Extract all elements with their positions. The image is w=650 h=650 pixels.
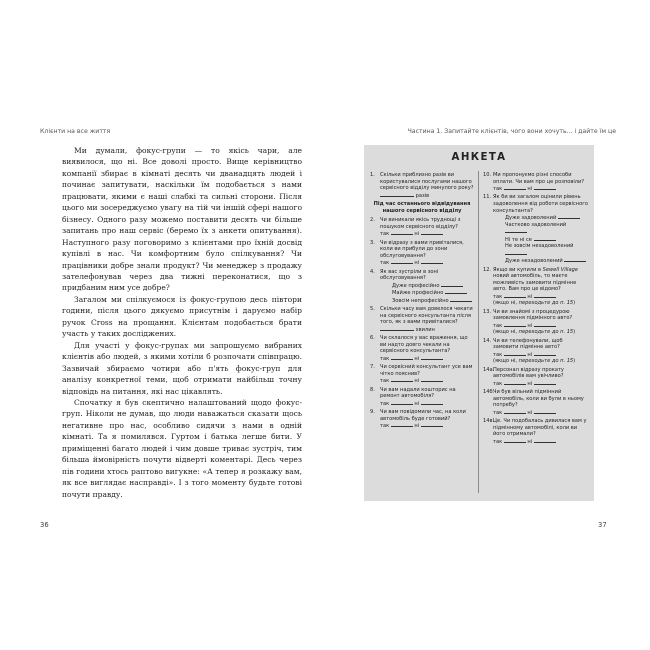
yes-no-line — [493, 438, 589, 446]
answer-blank — [441, 282, 463, 287]
skip-text: ) — [573, 329, 576, 336]
column-divider — [478, 171, 479, 493]
question-number: 4. — [370, 268, 375, 275]
answer-option — [493, 214, 589, 222]
answer-blank — [534, 293, 556, 298]
question-number: 14. — [483, 337, 492, 344]
answer-option — [380, 297, 474, 305]
no-label: ні — [414, 260, 420, 267]
answer-blank — [534, 322, 556, 327]
survey-title: АНКЕТА — [451, 152, 507, 163]
question-text: Чи вам повідомили час, на коли автомобіль буде готовий? — [380, 409, 466, 422]
answer-blank — [421, 422, 443, 427]
question-text: Чи виникали якісь труднощі з пошуком сервісного відділу? — [380, 217, 461, 230]
answer-blank — [504, 409, 526, 414]
question-number: 11. — [483, 194, 492, 201]
answer-blank — [504, 351, 526, 356]
answer-blank — [445, 289, 467, 294]
survey-question — [370, 409, 474, 430]
answer-blank — [391, 259, 413, 264]
no-label: ні — [414, 355, 420, 362]
answer-blank — [558, 214, 580, 219]
question-number: 12. — [483, 266, 492, 273]
skip-instruction — [493, 358, 589, 365]
no-label: ні — [527, 351, 533, 358]
answer-blank — [391, 422, 413, 427]
question-number: 8. — [370, 386, 375, 393]
answer-blank — [421, 377, 443, 382]
answer-blank — [504, 293, 526, 298]
question-text: Ми пропонуємо різні способи оплати. Чи вам про це розповіли? — [493, 172, 585, 185]
paragraph: Спочатку я був скептично налаштований щодо фокус-груп. Ніколи не думав, що люди наважаться сказати щось негативне про нас, особливо сидячи з нами в одній кімнаті. Та я помилявся. Гуртом і батька легше бити. У приміщенні багато людей і чим довше триває зустріч, тим більша ймовірність почути відверті коментарі. Десь через пів години хтось раптово вигукне: «А тепер я розкажу вам, як все виглядає насправді». І з того моменту будьте готові почути правду. — [62, 397, 302, 499]
answer-blank — [391, 377, 413, 382]
answer-blank — [505, 250, 527, 255]
survey-question — [370, 217, 474, 238]
option-label: Не зовсім незадоволений — [505, 243, 574, 250]
no-label: ні — [527, 293, 533, 300]
survey-question — [483, 389, 589, 416]
yes-no-line — [380, 400, 474, 408]
survey-question — [483, 309, 589, 336]
skip-text: (якщо ні, — [493, 300, 519, 307]
question-text: Чи ви телефонували, щоб замовити підмінне авто? — [493, 337, 563, 351]
skip-text: ) — [573, 358, 576, 365]
question-text: Скільки приблизно разів ви користувалися послугами нашого сервісного відділу минулого року? — [380, 172, 474, 192]
question-number: 13. — [483, 308, 492, 315]
option-label: Дуже професійно — [392, 282, 440, 289]
question-number: 3. — [370, 239, 375, 246]
yes-label: так — [380, 355, 390, 362]
no-label: ні — [527, 186, 533, 193]
question-text — [493, 267, 589, 293]
question-text: Скільки часу вам довелося чекати на сервісного консультанта після того, як з вами привіталися? — [380, 306, 473, 326]
answer-option — [493, 243, 589, 257]
survey-question — [370, 306, 474, 333]
answer-blank — [564, 257, 586, 262]
question-text: Як би ви загалом оцінили рівень задоволення від роботи сервісного консультанта? — [493, 194, 589, 214]
survey-question — [483, 367, 589, 388]
yes-label: так — [380, 423, 390, 430]
survey-question — [370, 269, 474, 305]
survey-question — [483, 418, 589, 445]
answer-line — [380, 192, 474, 200]
survey-question — [370, 364, 474, 385]
question-text-part: новий автомобіль, то маєте можливість замовити підмінне авто. Вам про це відомо? — [493, 273, 577, 293]
answer-blank — [504, 185, 526, 190]
survey-column-left — [370, 172, 474, 432]
survey-question — [483, 194, 589, 264]
answer-blank — [391, 230, 413, 235]
answer-blank — [391, 400, 413, 405]
yes-no-line — [380, 377, 474, 385]
yes-no-line — [380, 422, 474, 430]
yes-no-line — [493, 351, 589, 359]
answer-blank — [421, 230, 443, 235]
no-label: ні — [527, 409, 533, 416]
body-text — [62, 145, 302, 500]
answer-line — [380, 326, 474, 334]
paragraph: Ми думали, фокус-групи — то якісь чари, але виявилося, що ні. Все доволі просто. Вище керівництво компанії збирає в кімнаті десять чи дванадцять людей і починає запитувати, наскільки їм подобається з нами працювати, якими є наші слабкі та сильні сторони. Після цього ми зосереджуємо увагу на тій чи іншій сфері нашого бізнесу. Одного разу можемо поставити десять чи більше запитань про наш сервіс (беремо їх з анкети опитування). Наступного разу поговоримо з клієнтами про їхній досвід купівлі в нас. Чи комфортним було спілкування? Чи працівники добре знали продукт? Чи менеджер з продажу зателефонував через два тижні переконатися, що з придбаним ним усе добре? — [62, 146, 302, 293]
answer-blank — [380, 326, 414, 331]
option-label: Частково задоволений — [505, 221, 567, 228]
running-header-left: Клієнти на все життя — [40, 128, 111, 135]
survey-question — [483, 338, 589, 365]
no-label: ні — [414, 231, 420, 238]
yes-no-line — [493, 380, 589, 388]
answer-blank — [380, 192, 414, 197]
yes-no-line — [493, 409, 589, 417]
page-number-left: 36 — [40, 521, 49, 529]
yes-label: так — [493, 322, 503, 329]
skip-target: переходьте до п. 15 — [518, 300, 574, 307]
skip-text: (якщо ні, — [493, 358, 519, 365]
answer-blank — [534, 185, 556, 190]
skip-text: ) — [573, 300, 576, 307]
paragraph: Для участі у фокус-групах ми запрошуємо вибраних клієнтів або людей, з якими хотіли б розпочати співпрацю. Зазвичай збираємо чотири або п'ять фокус-груп для аналізу конкретної теми, щоб отримати найбільш точну відповідь на питання, які нас цікавлять. — [62, 340, 302, 396]
question-text: Чи склалося у вас враження, що ви надто довго чекали на сервісного консультанта? — [380, 335, 468, 355]
survey-column-right — [483, 172, 589, 447]
answer-blank — [391, 355, 413, 360]
answer-blank — [505, 228, 527, 233]
skip-instruction — [493, 329, 589, 336]
yes-no-line — [493, 322, 589, 330]
yes-label: так — [493, 380, 503, 387]
question-number: 14в. — [483, 418, 495, 425]
option-label: Ні те ні се — [505, 236, 532, 243]
answer-blank — [534, 409, 556, 414]
answer-blank — [534, 438, 556, 443]
answer-blank — [504, 380, 526, 385]
question-number: 6. — [370, 335, 375, 342]
yes-label: так — [493, 438, 503, 445]
option-label: Зовсім непрофесійно — [392, 297, 449, 304]
no-label: ні — [527, 438, 533, 445]
yes-label: так — [380, 231, 390, 238]
question-number: 10. — [483, 172, 492, 178]
question-number: 5. — [370, 306, 375, 313]
option-label: Дуже задоволений — [505, 215, 557, 222]
question-number: 1. — [370, 172, 375, 178]
yes-label: так — [493, 293, 503, 300]
answer-blank — [534, 380, 556, 385]
answer-unit: разів — [415, 192, 430, 199]
question-text: Чи ви знайомі з процедурою замовлення підмінного авто? — [493, 308, 573, 322]
answer-option — [493, 257, 589, 265]
question-text: Чи відразу з вами привіталися, коли ви прибули до зони обслуговування? — [380, 239, 464, 259]
question-number: 2. — [370, 217, 375, 224]
question-number: 9. — [370, 409, 375, 416]
answer-blank — [421, 259, 443, 264]
yes-label: так — [380, 260, 390, 267]
survey-box — [364, 145, 594, 501]
no-label: ні — [527, 322, 533, 329]
yes-no-line — [380, 259, 474, 267]
question-text: Як вас зустріли в зоні обслуговування? — [380, 268, 439, 282]
yes-label: так — [493, 409, 503, 416]
yes-label: так — [493, 186, 503, 193]
question-text: Це. Чи подобалась дивилася вам у підмінному автомобілі, коли ви його отримали? — [493, 418, 587, 438]
answer-option — [380, 289, 474, 297]
answer-blank — [450, 297, 472, 302]
skip-instruction — [493, 300, 589, 307]
answer-blank — [421, 355, 443, 360]
yes-no-line — [380, 230, 474, 238]
survey-question — [370, 172, 474, 199]
no-label: ні — [414, 378, 420, 385]
question-text: Чи вам надали кошторис на ремонт автомобіля? — [380, 386, 456, 400]
survey-question — [483, 172, 589, 193]
answer-blank — [504, 322, 526, 327]
no-label: ні — [527, 380, 533, 387]
survey-question — [483, 267, 589, 307]
question-text-part: Якщо ви купили в — [493, 266, 543, 273]
yes-no-line — [493, 185, 589, 193]
running-header-right: Частина 1. Запитайте клієнтів, чого вони хочуть... і дайте їм це — [407, 128, 616, 135]
question-text: Чи був вільний підмінний автомобіль, коли ви були в ньому потребу? — [493, 389, 584, 409]
question-number: 14б. — [483, 389, 495, 396]
answer-blank — [534, 236, 556, 241]
answer-option — [380, 282, 474, 290]
survey-question — [370, 387, 474, 408]
survey-question — [370, 240, 474, 267]
answer-blank — [534, 351, 556, 356]
yes-no-line — [380, 355, 474, 363]
yes-label: так — [493, 351, 503, 358]
question-text: Персонал відразу прокату автомобілів вам увічливо? — [493, 366, 564, 380]
skip-target: переходьте до п. 15 — [518, 329, 574, 336]
survey-question — [370, 335, 474, 362]
answer-option — [493, 222, 589, 236]
yes-label: так — [380, 400, 390, 407]
option-label: Дуже незадоволений — [505, 258, 563, 265]
question-text: Чи сервісний консультант усе вам чітко пояснив? — [380, 364, 473, 377]
brand-name: Sewell Village — [542, 266, 578, 273]
yes-label: так — [380, 378, 390, 385]
no-label: ні — [414, 423, 420, 430]
question-number: 14а. — [483, 366, 495, 373]
skip-text: (якщо ні, — [493, 329, 519, 336]
option-label: Майже професійно — [392, 290, 444, 297]
yes-no-line — [493, 293, 589, 301]
no-label: ні — [414, 400, 420, 407]
page-number-right: 37 — [598, 521, 607, 529]
answer-blank — [421, 400, 443, 405]
question-number: 7. — [370, 364, 375, 371]
skip-target: переходьте до п. 15 — [518, 358, 574, 365]
paragraph: Загалом ми спілкуємося із фокус-групою десь півтори години, після цього дякуємо присутнім і даруємо набір ручок Cross на прощання. Клієнтам подобається брати участь у таких досліджених. — [62, 294, 302, 339]
answer-unit: хвилин — [415, 326, 435, 333]
survey-subhead: Під час останнього відвідування нашого сервісного відділу — [373, 201, 471, 214]
answer-blank — [504, 438, 526, 443]
